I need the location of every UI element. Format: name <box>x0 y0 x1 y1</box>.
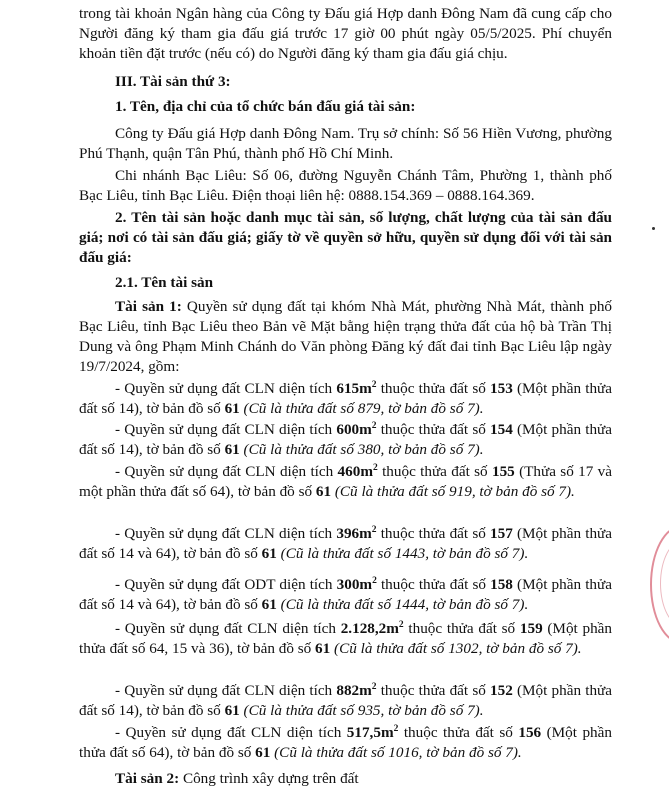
area-unit-superscript: 2 <box>371 421 377 431</box>
parcel-origin-note: (Một phần thửa đất số 64, 15 và 36), tờ bản đồ số <box>79 620 612 657</box>
map-sheet-number: 61 <box>255 744 271 761</box>
former-parcel-reference: (Cũ là thửa đất số 879, tờ bản đồ số 7). <box>239 400 484 417</box>
parcel-origin-note: (Một phần thửa đất số 14), tờ bản đồ số <box>79 682 613 719</box>
map-sheet-number: 61 <box>224 400 240 417</box>
land-parcel-item <box>79 575 612 615</box>
land-parcel-item <box>79 420 612 460</box>
item-2-1-heading: 2.1. Tên tài sản <box>115 274 214 291</box>
land-parcel-item <box>79 619 612 659</box>
parcel-number-label: thuộc thửa đất số <box>376 380 491 397</box>
area-unit-superscript: 2 <box>371 682 377 692</box>
parcel-origin-note: (Một phần thửa đất số 64), tờ bản đồ số <box>79 724 612 761</box>
parcel-origin-note: (Một phần thửa đất số 14), tờ bản đồ số <box>79 380 613 417</box>
former-parcel-reference: (Cũ là thửa đất số 1016, tờ bản đồ số 7). <box>270 744 522 761</box>
parcel-origin-note: (Một phần thửa đất số 14 và 64), tờ bản đồ số <box>79 576 612 613</box>
former-parcel-reference: (Cũ là thửa đất số 919, tờ bản đồ số 7). <box>331 483 575 500</box>
parcel-area: 2.128,2m <box>340 620 399 637</box>
parcel-description-prefix: - Quyền sử dụng đất CLN diện tích <box>115 421 337 438</box>
parcel-description-prefix: - Quyền sử dụng đất ODT diện tích <box>115 576 337 593</box>
former-parcel-reference: (Cũ là thửa đất số 1443, tờ bản đồ số 7). <box>276 545 529 562</box>
land-parcel-item <box>79 524 612 564</box>
asset-1-label: Tài sản 1: <box>115 298 182 315</box>
area-unit-superscript: 2 <box>393 724 399 734</box>
parcel-number: 157 <box>490 525 513 542</box>
parcel-description-prefix: - Quyền sử dụng đất CLN diện tích <box>115 620 341 637</box>
map-sheet-number: 61 <box>315 483 332 500</box>
section-3-heading: III. Tài sản thứ 3: <box>115 73 231 90</box>
ink-dot <box>652 227 655 230</box>
former-parcel-reference: (Cũ là thửa đất số 1444, tờ bản đồ số 7). <box>276 596 529 613</box>
parcel-origin-note: (Một phần thửa đất số 14 và 64), tờ bản đồ số <box>79 525 613 562</box>
parcel-number: 159 <box>519 620 543 637</box>
parcel-number: 156 <box>518 724 542 741</box>
parcel-number-label: thuộc thửa đất số <box>377 463 492 480</box>
parcel-area: 396m <box>336 525 372 542</box>
organizer-branch: Chi nhánh Bạc Liêu: Số 06, đường Nguyễn Chánh Tâm, Phường 1, thành phố Bạc Liêu, tỉnh Bạc Liêu. Điện thoại liên hệ: 0888.154.369 – 0888.164.369. <box>79 167 612 204</box>
parcel-number: 152 <box>490 682 513 699</box>
asset-1-text: Quyền sử dụng đất tại khóm Nhà Mát, phường Nhà Mát, thành phố Bạc Liêu, tỉnh Bạc Liêu theo Bản vẽ Mặt bằng hiện trạng thửa đất của hộ bà Trần Thị Dung và ông Phạm Minh Chánh do Văn phòng Đăng ký đất đai tỉnh Bạc Liêu lập ngày 19/7/2024, gồm: <box>79 298 613 375</box>
area-unit-superscript: 2 <box>372 463 378 473</box>
intro-paragraph: trong tài khoản Ngân hàng của Công ty Đấu giá Hợp danh Đông Nam đã cung cấp cho Người đăng ký tham gia đấu giá trước 17 giờ 00 phút ngày 05/5/2025. Phí chuyển khoản tiền đặt trước (nếu có) do Người đăng ký tham gia đấu giá chịu. <box>79 5 612 62</box>
map-sheet-number: 61 <box>315 640 331 657</box>
former-parcel-reference: (Cũ là thửa đất số 380, tờ bản đồ số 7). <box>239 441 484 458</box>
former-parcel-reference: (Cũ là thửa đất số 1302, tờ bản đồ số 7). <box>330 640 582 657</box>
parcel-description-prefix: - Quyền sử dụng đất CLN diện tích <box>115 380 337 397</box>
area-unit-superscript: 2 <box>372 576 377 586</box>
map-sheet-number: 61 <box>224 702 240 719</box>
asset-1-paragraph <box>79 297 612 377</box>
asset-2-label: Tài sản 2: <box>115 770 180 787</box>
map-sheet-number: 61 <box>261 545 277 562</box>
parcel-number-label: thuộc thửa đất số <box>376 682 491 699</box>
parcel-area: 460m <box>337 463 373 480</box>
map-sheet-number: 61 <box>261 596 277 613</box>
parcel-number-label: thuộc thửa đất số <box>376 576 491 593</box>
parcel-area: 882m <box>336 682 372 699</box>
parcel-number: 154 <box>490 421 513 438</box>
asset-2-text: Công trình xây dựng trên đất <box>179 770 359 787</box>
former-parcel-reference: (Cũ là thửa đất số 935, tờ bản đồ số 7). <box>239 702 484 719</box>
parcel-number: 158 <box>490 576 513 593</box>
parcel-description-prefix: - Quyền sử dụng đất CLN diện tích <box>115 724 347 741</box>
parcel-number-label: thuộc thửa đất số <box>376 525 491 542</box>
parcel-area: 300m <box>336 576 373 593</box>
asset-2-paragraph <box>79 769 612 789</box>
area-unit-superscript: 2 <box>371 525 377 535</box>
item-2-heading: 2. Tên tài sản hoặc danh mục tài sản, số lượng, chất lượng của tài sản đấu giá; nơi có tài sản đấu giá; giấy tờ về quyền sở hữu, quyền sử dụng đối với tài sản đấu giá: <box>79 209 612 266</box>
parcel-area: 615m <box>336 380 372 397</box>
parcel-description-prefix: - Quyền sử dụng đất CLN diện tích <box>115 525 337 542</box>
parcel-description-prefix: - Quyền sử dụng đất CLN diện tích <box>115 682 337 699</box>
parcel-number: 155 <box>491 463 515 480</box>
parcel-origin-note: (Một phần thửa đất số 14), tờ bản đồ số <box>79 421 613 458</box>
parcel-number-label: thuộc thửa đất số <box>398 724 519 741</box>
land-parcel-item <box>79 681 612 721</box>
parcel-origin-note: (Thửa số 17 và một phần thửa đất số 64), tờ bản đồ số <box>79 463 612 500</box>
parcel-number-label: thuộc thửa đất số <box>403 620 520 637</box>
parcel-number-label: thuộc thửa đất số <box>376 421 491 438</box>
parcel-area: 517,5m <box>346 724 394 741</box>
land-parcel-item <box>79 462 612 502</box>
map-sheet-number: 61 <box>224 441 240 458</box>
parcel-number: 153 <box>490 380 513 397</box>
land-parcel-item <box>79 723 612 763</box>
area-unit-superscript: 2 <box>398 620 404 630</box>
organizer-head-office: Công ty Đấu giá Hợp danh Đông Nam. Trụ sở chính: Số 56 Hiền Vương, phường Phú Thạnh, quận Tân Phú, thành phố Hồ Chí Minh. <box>79 125 612 162</box>
parcel-description-prefix: - Quyền sử dụng đất CLN diện tích <box>115 463 338 480</box>
area-unit-superscript: 2 <box>371 380 377 390</box>
parcel-area: 600m <box>336 421 372 438</box>
item-1-heading: 1. Tên, địa chỉ của tổ chức bán đấu giá tài sản: <box>115 98 416 115</box>
land-parcel-item <box>79 379 612 419</box>
